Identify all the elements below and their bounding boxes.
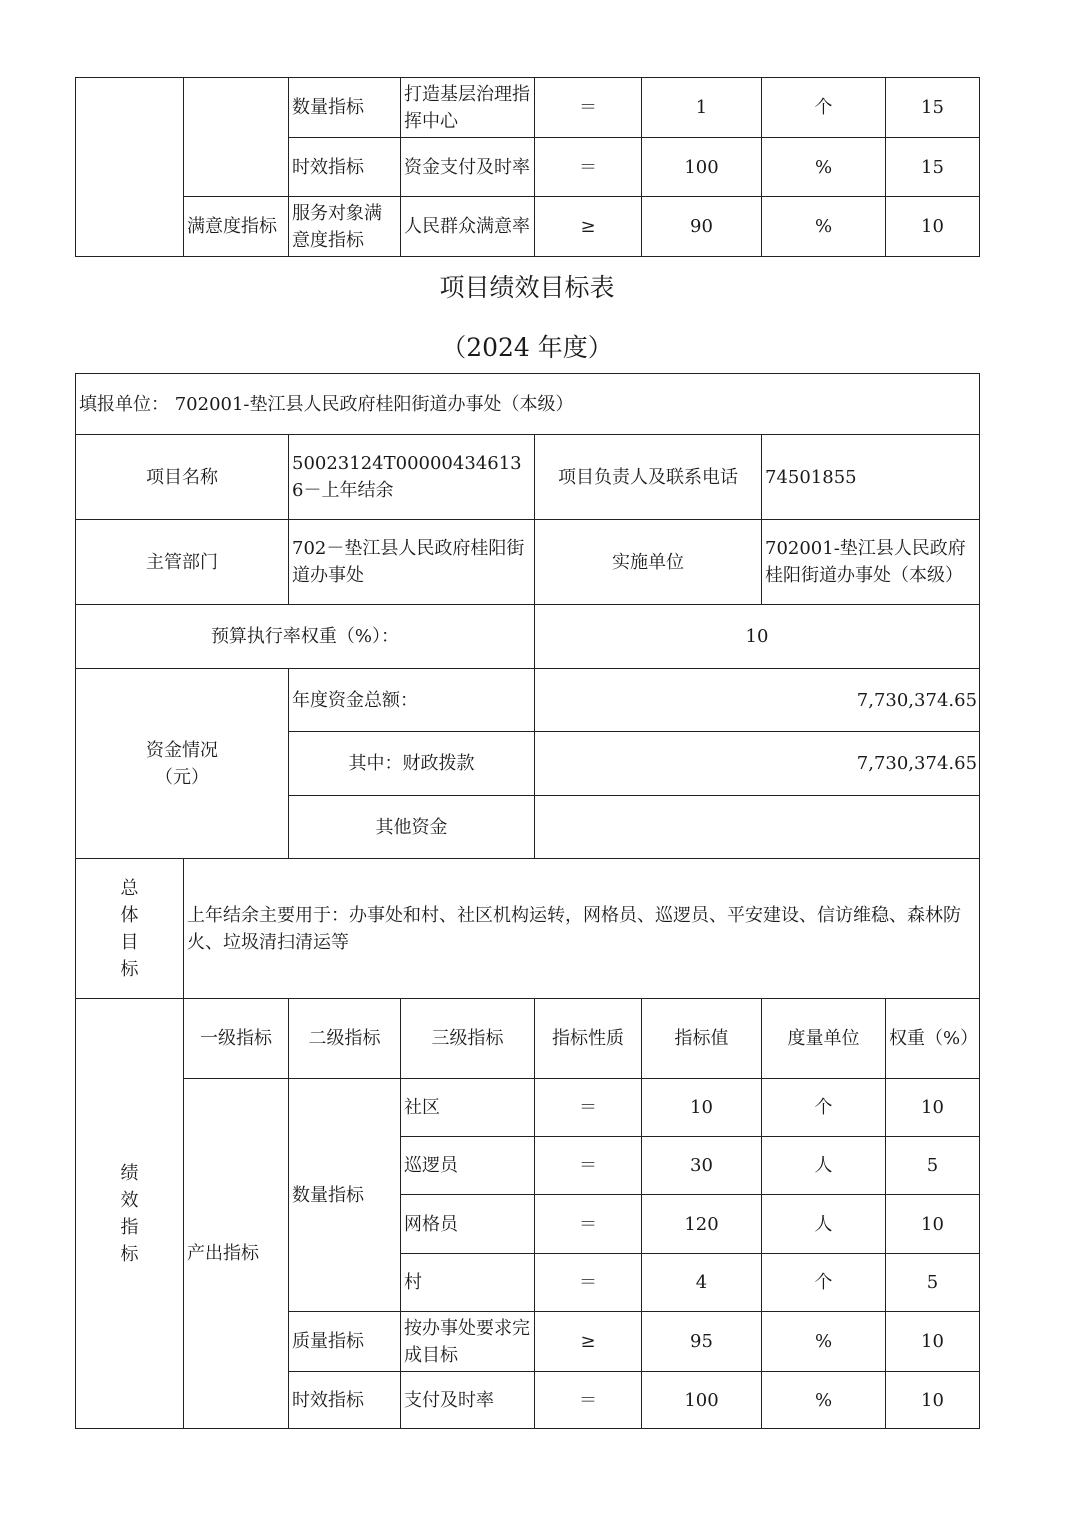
funds-label <box>76 669 289 859</box>
contact-value: 74501855 <box>762 435 980 520</box>
weight-cell: 5 <box>886 1254 980 1312</box>
value-cell: 120 <box>642 1195 762 1254</box>
header-value: 指标值 <box>642 999 762 1079</box>
value-cell: 100 <box>642 1372 762 1429</box>
nature-cell: ≥ <box>535 1312 642 1372</box>
level3-cell: 人民群众满意率 <box>401 197 535 257</box>
nature-cell: ＝ <box>535 1254 642 1312</box>
table-row <box>76 78 980 138</box>
level1-cell: 满意度指标 <box>184 197 289 257</box>
level3-cell: 支付及时率 <box>401 1372 535 1429</box>
quantity-indicator-cell: 数量指标 <box>289 1079 401 1312</box>
nature-cell: ＝ <box>535 1079 642 1137</box>
performance-label-char: 标 <box>120 1243 139 1265</box>
funds-other-label: 其他资金 <box>289 796 535 859</box>
level2-cell: 数量指标 <box>289 78 401 138</box>
funds-label-unit: （元） <box>155 766 209 788</box>
value-cell: 95 <box>642 1312 762 1372</box>
nature-cell: ＝ <box>535 1137 642 1195</box>
empty-cell <box>76 78 184 257</box>
weight-cell: 5 <box>886 1137 980 1195</box>
overall-goal-char: 标 <box>120 958 139 980</box>
nature-cell: ＝ <box>535 138 642 197</box>
nature-cell: ＝ <box>535 78 642 138</box>
value-cell: 100 <box>642 138 762 197</box>
weight-cell: 10 <box>886 197 980 257</box>
impl-unit-value: 702001-垫江县人民政府桂阳街道办事处（本级） <box>762 520 980 605</box>
reporting-unit: 填报单位： 702001-垫江县人民政府桂阳街道办事处（本级） <box>76 374 980 435</box>
weight-cell: 15 <box>886 138 980 197</box>
project-name-value: 50023124T000004346136－上年结余 <box>289 435 535 520</box>
unit-cell: % <box>762 1312 886 1372</box>
value-cell: 10 <box>642 1079 762 1137</box>
unit-cell: 个 <box>762 78 886 138</box>
performance-indicator-label <box>76 999 184 1429</box>
value-cell: 30 <box>642 1137 762 1195</box>
weight-cell: 15 <box>886 78 980 138</box>
weight-cell: 10 <box>886 1079 980 1137</box>
value-cell: 90 <box>642 197 762 257</box>
unit-cell: 人 <box>762 1195 886 1254</box>
level2-cell: 时效指标 <box>289 138 401 197</box>
budget-weight-label: 预算执行率权重（%）： <box>76 605 535 669</box>
header-unit: 度量单位 <box>762 999 886 1079</box>
page-title: 项目绩效目标表 <box>439 273 615 302</box>
level3-cell: 社区 <box>401 1079 535 1137</box>
output-indicator-cell: 产出指标 <box>184 1079 289 1429</box>
overall-goal-char: 目 <box>120 931 139 953</box>
header-weight: 权重（%） <box>886 999 980 1079</box>
page-subtitle-year: （2024 年度） <box>441 333 613 362</box>
level3-cell: 网格员 <box>401 1195 535 1254</box>
nature-cell: ＝ <box>535 1372 642 1429</box>
table-row <box>76 605 980 669</box>
table-row <box>76 669 980 732</box>
funds-fiscal-label: 其中：财政拨款 <box>289 732 535 796</box>
dept-value: 702－垫江县人民政府桂阳街道办事处 <box>289 520 535 605</box>
header-level3: 三级指标 <box>401 999 535 1079</box>
funds-other-value <box>535 796 980 859</box>
empty-cell <box>184 78 289 197</box>
table-row <box>76 374 980 435</box>
unit-cell: 个 <box>762 1079 886 1137</box>
unit-cell: % <box>762 197 886 257</box>
performance-label-char: 效 <box>120 1189 139 1211</box>
header-level1: 一级指标 <box>184 999 289 1079</box>
overall-goal-char: 总 <box>120 877 139 899</box>
weight-cell: 10 <box>886 1372 980 1429</box>
header-nature: 指标性质 <box>535 999 642 1079</box>
level3-cell: 村 <box>401 1254 535 1312</box>
level3-cell: 巡逻员 <box>401 1137 535 1195</box>
performance-label-char: 指 <box>120 1216 139 1238</box>
unit-cell: 人 <box>762 1137 886 1195</box>
level3-cell: 按办事处要求完成目标 <box>401 1312 535 1372</box>
level2-cell: 服务对象满意度指标 <box>289 197 401 257</box>
table-row <box>76 197 980 257</box>
budget-weight-value: 10 <box>535 605 980 669</box>
timeliness-indicator-cell: 时效指标 <box>289 1372 401 1429</box>
table-row <box>76 520 980 605</box>
weight-cell: 10 <box>886 1195 980 1254</box>
project-name-label: 项目名称 <box>76 435 289 520</box>
table-row <box>76 435 980 520</box>
nature-cell: ＝ <box>535 1195 642 1254</box>
value-cell: 4 <box>642 1254 762 1312</box>
overall-goal-char: 体 <box>120 904 139 926</box>
overall-goal-label <box>76 859 184 999</box>
contact-label: 项目负责人及联系电话 <box>535 435 762 520</box>
performance-target-table <box>75 373 980 1429</box>
value-cell: 1 <box>642 78 762 138</box>
table-header-row <box>76 999 980 1079</box>
header-level2: 二级指标 <box>289 999 401 1079</box>
funds-label-line: 资金情况 <box>146 739 218 761</box>
table-row <box>76 1079 980 1137</box>
performance-label-char: 绩 <box>120 1162 139 1184</box>
weight-cell: 10 <box>886 1312 980 1372</box>
nature-cell: ≥ <box>535 197 642 257</box>
overall-goal-text: 上年结余主要用于：办事处和村、社区机构运转，网格员、巡逻员、平安建设、信访维稳、森林防火、垃圾清扫清运等 <box>184 859 980 999</box>
level3-cell: 资金支付及时率 <box>401 138 535 197</box>
unit-cell: % <box>762 1372 886 1429</box>
funds-total-label: 年度资金总额： <box>289 669 535 732</box>
dept-label: 主管部门 <box>76 520 289 605</box>
continued-indicator-table <box>75 77 980 257</box>
level3-cell: 打造基层治理指挥中心 <box>401 78 535 138</box>
funds-total-value: 7,730,374.65 <box>535 669 980 732</box>
unit-cell: 个 <box>762 1254 886 1312</box>
funds-fiscal-value: 7,730,374.65 <box>535 732 980 796</box>
unit-cell: % <box>762 138 886 197</box>
table-row <box>76 859 980 999</box>
quality-indicator-cell: 质量指标 <box>289 1312 401 1372</box>
impl-unit-label: 实施单位 <box>535 520 762 605</box>
